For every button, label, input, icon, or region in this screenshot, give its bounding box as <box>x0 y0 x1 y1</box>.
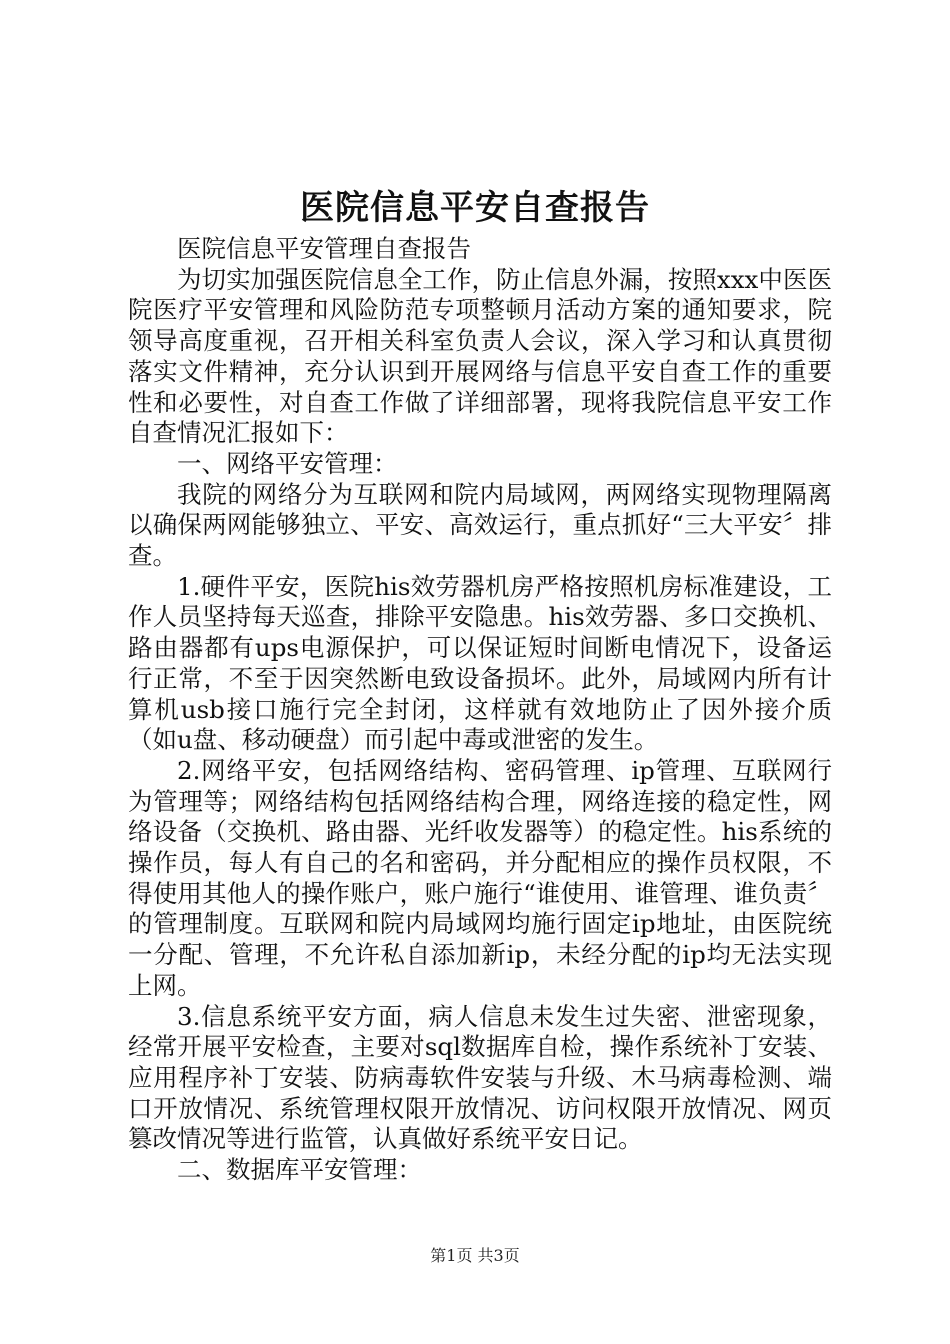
heading-network-security: 一、网络平安管理： <box>177 448 398 478</box>
paragraph-network-overview: 我院的网络分为互联网和院内局域网，两网络实现物理隔离以确保两网能够独立、平安、高效运行，重点抓好“三大平安〞排查。 <box>128 479 832 571</box>
paragraph-system-security: 3.信息系统平安方面，病人信息未发生过失密、泄密现象，经常开展平安检查，主要对sql数据库自检，操作系统补丁安装、应用程序补丁安装、防病毒软件安装与升级、木马病毒检测、端口开放情况、系统管理权限开放情况、访问权限开放情况、网页篡改情况等进行监管，认真做好系统平安日记。 <box>128 1001 832 1154</box>
paragraph-subtitle: 医院信息平安管理自查报告 <box>177 234 471 263</box>
paragraph-hardware-security: 1.硬件平安，医院his效劳器机房严格按照机房标准建设，工作人员坚持每天巡查，排除平安隐患。his效劳器、多口交换机、路由器都有ups电源保护，可以保证短时间断电情况下，设备运行正常，不至于因突然断电致设备损坏。此外，局域网内所有计算机usb接口施行完全封闭，这样就有效地防止了因外接介质（如u盘、移动硬盘）而引起中毒或泄密的发生。 <box>128 571 832 755</box>
document-title: 医院信息平安自查报告 <box>300 188 650 228</box>
paragraph-intro: 为切实加强医院信息全工作，防止信息外漏，按照xxx中医医院医疗平安管理和风险防范专项整顿月活动方案的通知要求，院领导高度重视，召开相关科室负责人会议，深入学习和认真贯彻落实文件精神，充分认识到开展网络与信息平安自查工作的重要性和必要性，对自查工作做了详细部署，现将我院信息平安工作自查情况汇报如下： <box>128 264 832 448</box>
page-number-footer: 第1页 共3页 <box>430 1246 520 1265</box>
document-body <box>128 234 832 1186</box>
heading-database-security: 二、数据库平安管理： <box>177 1155 422 1185</box>
paragraph-network-security: 2.网络平安，包括网络结构、密码管理、ip管理、互联网行为管理等；网络结构包括网络结构合理，网络连接的稳定性，网络设备（交换机、路由器、光纤收发器等）的稳定性。his系统的操作员，每人有自己的名和密码，并分配相应的操作员权限，不得使用其他人的操作账户，账户施行“谁使用、谁管理、谁负责〞的管理制度。互联网和院内局域网均施行固定ip地址，由医院统一分配、管理，不允许私自添加新ip，未经分配的ip均无法实现上网。 <box>128 755 832 1000</box>
